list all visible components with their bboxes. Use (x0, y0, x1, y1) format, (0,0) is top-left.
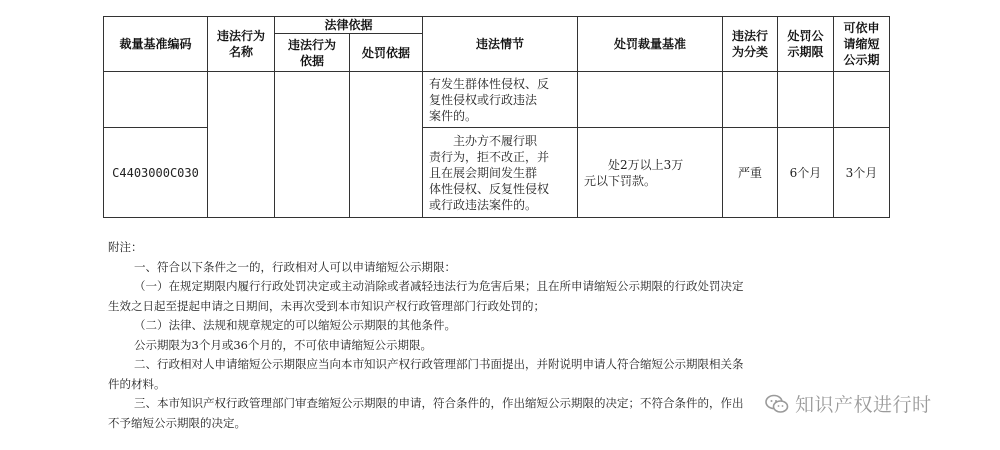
header-legal-basis: 法律依据 (275, 17, 423, 34)
header-name: 违法行为 名称 (208, 17, 275, 72)
cell-circumstance: 主办方不履行职 责行为，拒不改正，并 且在展会期间发生群 体性侵权、反复性侵权 或行政违法案件的。 (423, 128, 578, 218)
header-circumstance: 违法情节 (423, 17, 578, 72)
cell-shorten (834, 72, 890, 128)
cell-benchmark: 处2万以上3万 元以下罚款。 (578, 128, 723, 218)
note-line: 二、行政相对人申请缩短公示期限应当向本市知识产权行政管理部门书面提出，并附说明申请人符合缩短公示期限相关条 (134, 357, 744, 371)
header-penalty-basis: 处罚依据 (350, 34, 423, 72)
watermark (765, 390, 932, 417)
notes-heading: 附注： (108, 240, 143, 254)
note-line: 一、符合以下条件之一的，行政相对人可以申请缩短公示期限： (134, 259, 456, 274)
cell-period: 6个月 (778, 128, 834, 218)
cell-violation-basis (275, 72, 350, 218)
cell-category: 严重 (723, 128, 778, 218)
cell-category (723, 72, 778, 128)
wechat-icon (765, 394, 789, 414)
note-line: 公示期限为3个月或36个月的，不可依申请缩短公示期限。 (134, 337, 432, 352)
cell-code: C4403000C030 (104, 128, 208, 218)
note-line: 生效之日起至提起申请之日期间，未再次受到本市知识产权行政管理部门行政处罚的； (108, 298, 545, 313)
note-line: （二）法律、法规和规章规定的可以缩短公示期限的其他条件。 (134, 318, 456, 332)
cell-shorten: 3个月 (834, 128, 890, 218)
header-period: 处罚公 示期限 (778, 17, 834, 72)
header-violation-basis: 违法行为 依据 (275, 34, 350, 72)
watermark-text: 知识产权进行时 (795, 394, 932, 416)
penalty-benchmark-table (103, 16, 890, 218)
cell-benchmark (578, 72, 723, 128)
header-category: 违法行 为分类 (723, 17, 778, 72)
cell-code (104, 72, 208, 128)
cell-circumstance: 有发生群体性侵权、反 复性侵权或行政违法 案件的。 (423, 72, 578, 128)
header-shorten: 可依申 请缩短 公示期 (834, 17, 890, 72)
note-line: （一）在规定期限内履行行政处罚决定或主动消除或者减轻违法行为危害后果；且在所申请缩短公示期限的行政处罚决定 (134, 279, 744, 293)
cell-period (778, 72, 834, 128)
table-row (104, 72, 890, 128)
note-line: 不予缩短公示期限的决定。 (108, 415, 246, 430)
header-benchmark: 处罚裁量基准 (578, 17, 723, 72)
header-code: 裁量基准编码 (104, 17, 208, 72)
cell-name (208, 72, 275, 218)
cell-penalty-basis (350, 72, 423, 218)
note-line: 三、本市知识产权行政管理部门审查缩短公示期限的申请，符合条件的，作出缩短公示期限的决定；不符合条件的，作出 (134, 396, 744, 410)
note-line: 件的材料。 (108, 376, 166, 391)
